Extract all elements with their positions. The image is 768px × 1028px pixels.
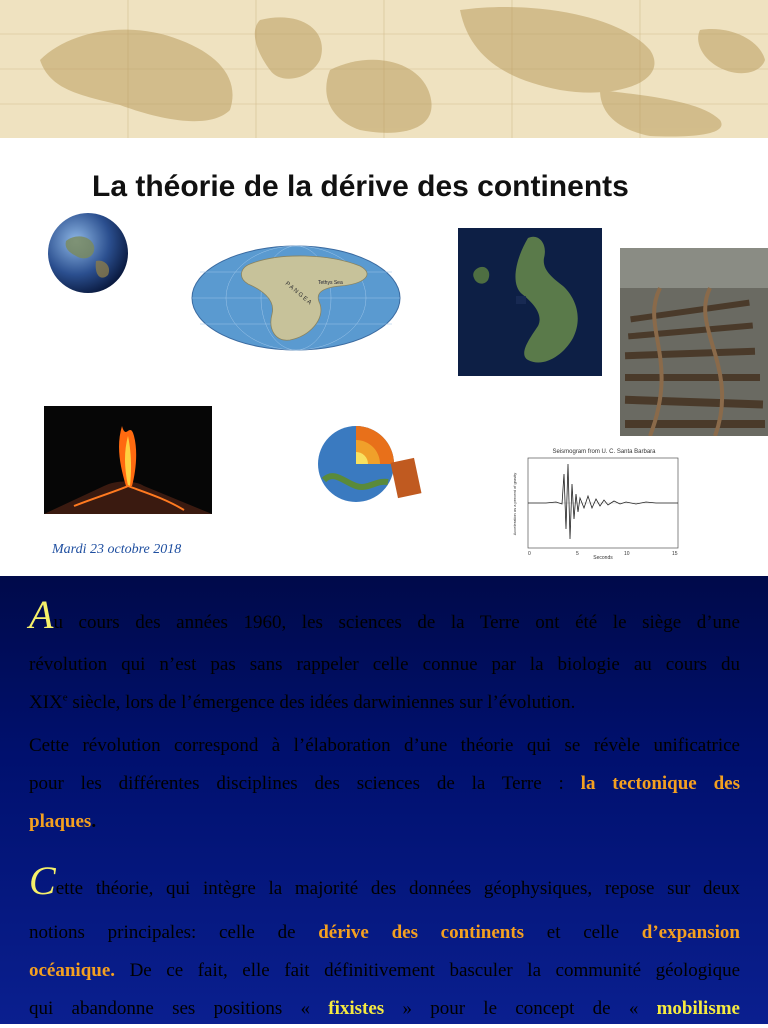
p3-line4b: » pour le concept de « xyxy=(384,998,657,1019)
oceanique-highlight: océanique. xyxy=(29,960,116,981)
pangaea-label: P A N G E A xyxy=(283,280,313,307)
seismogram-ylabel: Acceleration as a percent of gravity xyxy=(512,472,517,536)
svg-text:0: 0 xyxy=(528,551,531,557)
p2-line2a: pour les différentes disciplines des sciences de la Terre : xyxy=(29,773,581,794)
satellite-island-image xyxy=(458,228,602,376)
fixistes-highlight: fixistes xyxy=(328,998,385,1019)
p1-line3-sup: e xyxy=(62,691,68,704)
paragraph-3 xyxy=(29,858,740,1028)
drop-cap-c: C xyxy=(29,858,56,903)
p3-line4a: qui abandonne ses positions « xyxy=(29,998,329,1019)
seismogram-xlabel: Seconds xyxy=(593,555,613,560)
svg-text:15: 15 xyxy=(672,551,678,557)
plaques-highlight: plaques xyxy=(29,811,92,832)
expansion-highlight: d’expansion xyxy=(641,922,740,943)
mobilisme-highlight: mobilisme xyxy=(656,998,740,1019)
volcano-eruption-image xyxy=(44,406,212,514)
p2-line3b: . xyxy=(91,811,97,832)
paragraph-2 xyxy=(29,727,740,841)
earth-layers-image xyxy=(314,420,424,506)
pangaea-map xyxy=(190,244,402,352)
p1-line3a: XIX xyxy=(29,692,63,713)
drop-cap-a: A xyxy=(29,592,54,637)
p3-line1: ette théorie, qui intègre la majorité des données géophysiques, repose sur deux xyxy=(55,878,740,899)
seismogram-title: Seismogram from U. C. Santa Barbara xyxy=(552,449,656,455)
tectonique-highlight: la tectonique des xyxy=(580,773,740,794)
p1-line1: u cours des années 1960, les sciences de la Terre ont été le siège d’une xyxy=(53,612,740,633)
p3-line2b: et celle xyxy=(524,922,642,943)
p3-line2a: notions principales: celle de xyxy=(29,922,319,943)
railway-damage-image xyxy=(620,248,768,436)
p2-line1: Cette révolution correspond à l’élaboration d’une théorie qui se révèle unificatrice xyxy=(29,735,740,756)
p3-line3b: De ce fait, elle fait définitivement basculer la communité géologique xyxy=(115,960,740,981)
svg-text:5: 5 xyxy=(576,551,579,557)
world-map-banner xyxy=(0,0,768,138)
derive-highlight: dérive des continents xyxy=(318,922,525,943)
slide-date: Mardi 23 octobre 2018 xyxy=(52,542,182,557)
svg-text:10: 10 xyxy=(624,551,630,557)
tethys-sea-label: Tethys Sea xyxy=(318,280,343,286)
slide-title: La théorie de la dérive des continents xyxy=(92,170,629,203)
p1-line2: révolution qui n’est pas sans rappeler celle connue par la biologie au cours du xyxy=(29,654,740,675)
p1-line3b: siècle, lors de l’émergence des idées darwiniennes sur l’évolution. xyxy=(67,692,576,713)
paragraph-1 xyxy=(29,592,740,722)
globe-image xyxy=(46,211,130,295)
seismogram-chart xyxy=(506,444,684,560)
